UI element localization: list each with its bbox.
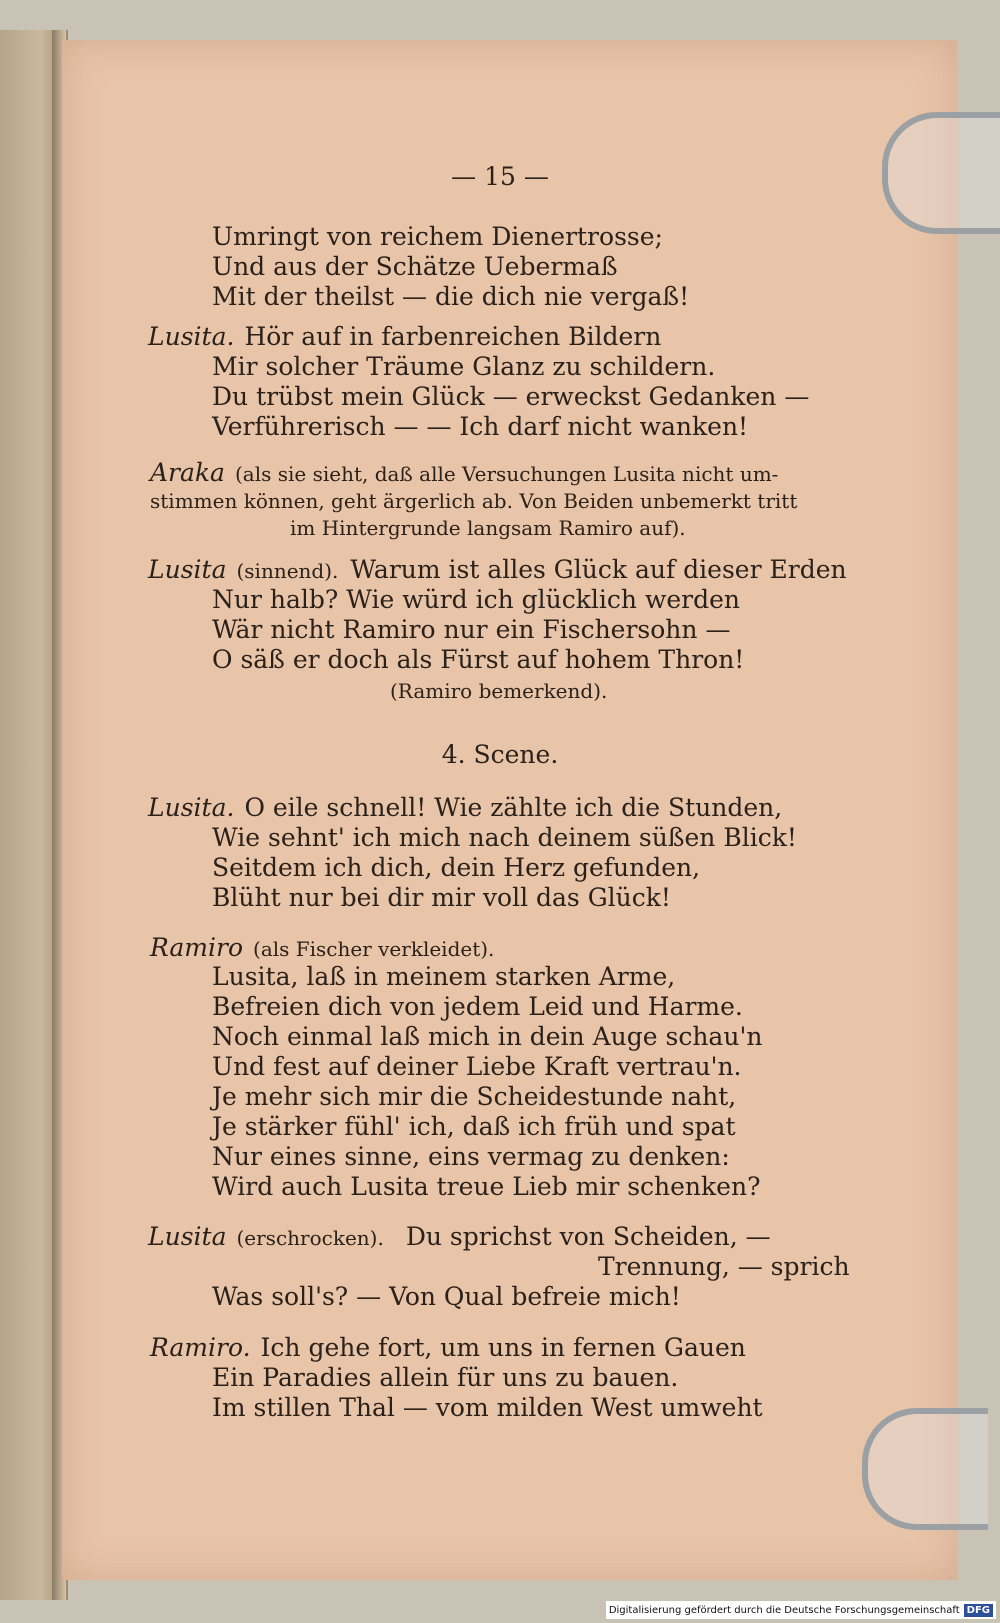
verse-line: Ein Paradies allein für uns zu bauen. [212, 1363, 679, 1392]
verse-line: Ich gehe fort, um uns in fernen Gauen [260, 1333, 746, 1362]
page-clip-bottom [862, 1408, 988, 1530]
verse-line: Was soll's? — Von Qual befreie mich! [212, 1282, 681, 1311]
stage-direction: (sinnend). [236, 559, 339, 583]
verse-line: Mir solcher Träume Glanz zu schildern. [212, 352, 716, 381]
verse-line: Noch einmal laß mich in dein Auge schau'n [212, 1022, 763, 1051]
verse-line: Trennung, — sprich [598, 1252, 850, 1281]
verse-line: Wär nicht Ramiro nur ein Fischersohn — [212, 615, 731, 644]
verse-line: Verführerisch — — Ich darf nicht wanken! [212, 412, 749, 441]
scene-heading: 4. Scene. [441, 740, 559, 769]
verse-line: Im stillen Thal — vom milden West umweht [212, 1393, 763, 1422]
verse-line: Mit der theilst — die dich nie vergaß! [212, 282, 690, 311]
digitization-footer [606, 1601, 996, 1619]
verse-line: Warum ist alles Glück auf dieser Erden [350, 555, 847, 584]
stage-direction: (Ramiro bemerkend). [390, 679, 608, 703]
speaker-name: Ramiro. [150, 1333, 251, 1362]
verse-line: O eile schnell! Wie zählte ich die Stunden, [244, 793, 783, 822]
speaker-name: Araka [150, 458, 225, 487]
page-number: — 15 — [451, 162, 549, 191]
stage-direction: stimmen können, geht ärgerlich ab. Von Beiden unbemerkt tritt [150, 489, 798, 513]
verse-line: Hör auf in farbenreichen Bildern [244, 322, 662, 351]
stage-direction: (als sie sieht, daß alle Versuchungen Lusita nicht um- [234, 462, 779, 486]
stage-direction: im Hintergrunde langsam Ramiro auf). [290, 516, 686, 540]
speaker-name: Lusita [148, 555, 227, 584]
footer-text: Digitalisierung gefördert durch die Deutsche Forschungsgemeinschaft [608, 1604, 960, 1616]
speaker-name: Lusita. [148, 322, 235, 351]
verse-line: Lusita, laß in meinem starken Arme, [212, 962, 676, 991]
speech-first-line [148, 793, 782, 822]
verse-line: Wird auch Lusita treue Lieb mir schenken? [212, 1172, 761, 1201]
verse-line: Blüht nur bei dir mir voll das Glück! [212, 883, 671, 912]
verse-line: Je mehr sich mir die Scheidestunde naht, [212, 1082, 737, 1111]
speaker-name: Lusita [148, 1222, 227, 1251]
stage-direction-line [150, 458, 778, 487]
verse-line: Nur eines sinne, eins vermag zu denken: [212, 1142, 730, 1171]
speech-first-line [148, 555, 847, 584]
verse-line: Umringt von reichem Dienertrosse; [212, 222, 663, 251]
speech-first-line [148, 1222, 771, 1251]
dfg-logo: DFG [964, 1604, 993, 1617]
stage-direction: (erschrocken). [236, 1226, 384, 1250]
verse-line: O säß er doch als Fürst auf hohem Thron! [212, 645, 745, 674]
speech-first-line [150, 1333, 746, 1362]
speech-first-line [148, 322, 661, 351]
speaker-name: Lusita. [148, 793, 235, 822]
speaker-line [150, 933, 494, 962]
verse-line: Du sprichst von Scheiden, — [405, 1222, 771, 1251]
stage-direction: (als Fischer verkleidet). [253, 937, 495, 961]
verse-line: Je stärker fühl' ich, daß ich früh und spat [212, 1112, 736, 1141]
verse-line: Und fest auf deiner Liebe Kraft vertrau'n. [212, 1052, 742, 1081]
verse-line: Nur halb? Wie würd ich glücklich werden [212, 585, 741, 614]
speaker-name: Ramiro [150, 933, 244, 962]
verse-line: Und aus der Schätze Uebermaß [212, 252, 618, 281]
verse-line: Du trübst mein Glück — erweckst Gedanken — [212, 382, 810, 411]
verse-line: Seitdem ich dich, dein Herz gefunden, [212, 853, 701, 882]
verse-line: Befreien dich von jedem Leid und Harme. [212, 992, 743, 1021]
verse-line: Wie sehnt' ich mich nach deinem süßen Blick! [212, 823, 797, 852]
